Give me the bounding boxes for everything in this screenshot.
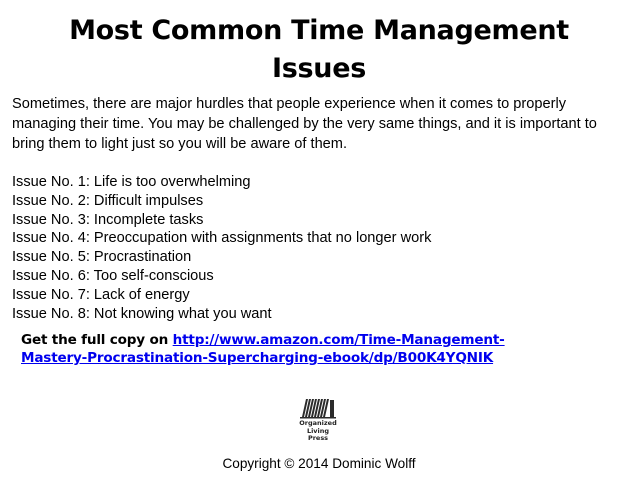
page-title-line-2: Issues [272, 53, 366, 84]
logo-line-3: Press [307, 434, 329, 442]
list-item: Issue No. 4: Preoccupation with assignments that no longer work [12, 230, 432, 247]
list-item: Issue No. 6: Too self-conscious [12, 267, 214, 284]
list-item: Issue No. 3: Incomplete tasks [12, 211, 204, 228]
cta-prefix: Get the full copy on [21, 332, 173, 348]
list-item: Issue No. 5: Procrastination [12, 249, 192, 266]
list-item: Issue No. 8: Not knowing what you want [12, 305, 272, 322]
publisher-logo-text [288, 420, 348, 443]
publisher-logo [288, 396, 348, 444]
list-item: Issue No. 7: Lack of energy [12, 286, 190, 303]
intro-paragraph: Sometimes, there are major hurdles that people experience when it comes to properly managing their time. You may be challenged by the very same things, and it is important to bring them to light just so you will be aware of them. [12, 96, 597, 152]
copyright-notice: Copyright © 2014 Dominic Wolff [222, 456, 416, 471]
call-to-action [21, 331, 621, 367]
amazon-link-line-2: Mastery-Procrastination-Supercharging-ebook/dp/B00K4YQNIK [21, 350, 494, 366]
page-title [0, 12, 638, 88]
list-item: Issue No. 2: Difficult impulses [12, 192, 204, 209]
logo-line-1: Organized [299, 419, 337, 427]
logo-line-2: Living [306, 426, 330, 435]
books-icon [288, 396, 348, 420]
amazon-link-line-1: http://www.amazon.com/Time-Management- [172, 332, 505, 348]
list-item: Issue No. 1: Life is too overwhelming [12, 174, 251, 190]
page-title-line-1: Most Common Time Management [69, 15, 569, 46]
issues-list [12, 173, 431, 323]
